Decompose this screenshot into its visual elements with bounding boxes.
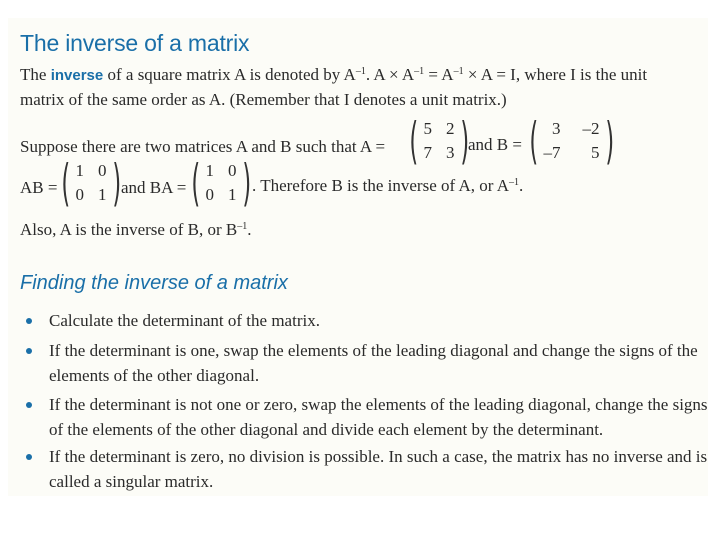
matrix-cell: 0	[228, 161, 237, 180]
right-paren: )	[111, 154, 121, 212]
matrix-cell: 2	[446, 119, 455, 138]
left-paren: (	[529, 112, 539, 170]
matrix-b-grid	[544, 119, 600, 163]
bullet-item-3: If the determinant is not one or zero, swap the elements of the leading diagonal, change the signs of the elements of the other diagonal and divide each element by the determinant.	[49, 395, 708, 439]
matrix-cell: 7	[423, 143, 433, 162]
matrix-ab-grid	[76, 161, 107, 205]
matrix-cell: 0	[98, 161, 107, 180]
sup-2: –1	[414, 66, 425, 77]
matrix-cell: 5	[423, 119, 433, 138]
matrix-b	[524, 112, 619, 170]
therefore-end: .	[518, 176, 524, 195]
matrix-cell: 0	[75, 185, 85, 204]
intro-post: of a square matrix A is denoted by A	[103, 65, 356, 84]
therefore-text	[252, 176, 523, 196]
sup-1: –1	[355, 66, 366, 77]
matrix-ba	[186, 154, 256, 212]
and-b-text: and B =	[468, 135, 522, 154]
sup-also: –1	[237, 221, 248, 232]
right-paren: )	[459, 112, 469, 170]
matrix-ba-grid	[206, 161, 237, 205]
bullet-item-4: If the determinant is zero, no division is possible. In such a case, the matrix has no inverse and is called a singular matrix.	[49, 447, 708, 491]
sup-3: –1	[453, 66, 464, 77]
bullet-dot	[26, 348, 32, 354]
also-end: .	[247, 220, 252, 239]
matrix-a-grid	[424, 119, 455, 163]
matrix-cell: 1	[75, 161, 85, 180]
intro-line-1	[20, 65, 647, 85]
left-paren: (	[409, 112, 419, 170]
matrix-cell: 1	[98, 185, 107, 204]
intro-rest: × A = I, where I is the unit	[463, 65, 648, 84]
also-text	[20, 220, 251, 240]
matrix-cell: 1	[205, 161, 215, 180]
also-main: Also, A is the inverse of B, or B	[20, 220, 238, 239]
and-ba-text: and BA =	[121, 178, 187, 197]
therefore-main: . Therefore B is the inverse of A, or A	[252, 176, 509, 195]
matrix-cell: 5	[591, 143, 600, 162]
bullet-item-1: Calculate the determinant of the matrix.	[49, 311, 320, 330]
right-paren: )	[241, 154, 251, 212]
matrix-cell: 3	[446, 143, 455, 162]
intro-mid: . A × A	[365, 65, 415, 84]
bullet-dot	[26, 402, 32, 408]
bullet-dot	[26, 454, 32, 460]
matrix-ab	[56, 154, 126, 212]
matrix-cell: 1	[228, 185, 237, 204]
keyword-inverse: inverse	[50, 67, 104, 84]
sup-therefore: –1	[508, 177, 519, 188]
matrix-cell: –2	[582, 119, 600, 138]
intro-line-2: matrix of the same order as A. (Remember that I denotes a unit matrix.)	[20, 90, 507, 109]
left-paren: (	[191, 154, 201, 212]
ab-label: AB =	[20, 178, 58, 197]
section-heading: Finding the inverse of a matrix	[20, 272, 288, 294]
matrix-a	[404, 112, 474, 170]
intro-eq: = A	[424, 65, 454, 84]
page-title: The inverse of a matrix	[20, 30, 250, 56]
matrix-cell: –7	[543, 143, 561, 162]
matrix-cell: 3	[552, 119, 561, 138]
suppose-text: Suppose there are two matrices A and B such that A =	[20, 137, 386, 156]
intro-pre: The	[20, 65, 51, 84]
right-paren: )	[604, 112, 614, 170]
bullet-dot	[26, 318, 32, 324]
matrix-cell: 0	[205, 185, 215, 204]
bullet-item-2: If the determinant is one, swap the elements of the leading diagonal and change the signs of the elements of the other diagonal.	[49, 341, 698, 385]
left-paren: (	[61, 154, 71, 212]
